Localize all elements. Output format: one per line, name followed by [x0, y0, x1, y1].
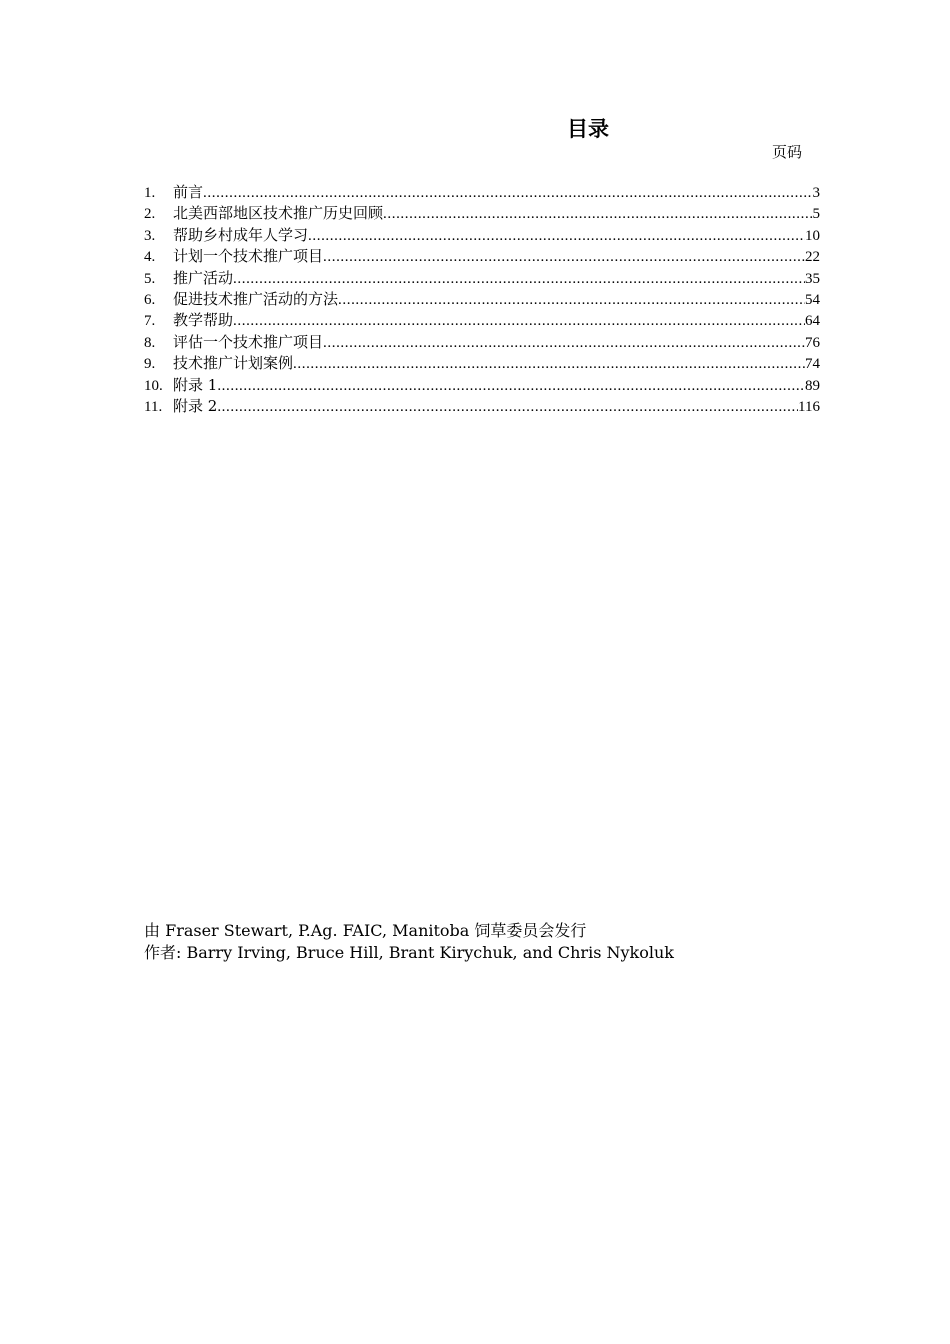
toc-entry-number: 7. [144, 313, 156, 330]
publisher-line: 由 Fraser Stewart, P.Ag. FAIC, Manitoba 饲草委员会发行 [144, 921, 587, 940]
toc-entry-page: 10 [805, 227, 820, 244]
toc-entry-page: 5 [812, 206, 820, 223]
toc-entry[interactable] [144, 375, 820, 396]
toc-entry[interactable] [144, 182, 820, 203]
toc-entry-label: 教学帮助 [173, 311, 234, 330]
toc-entry-number: 2. [144, 206, 156, 223]
toc-entry-label: 帮助乡村成年人学习 [173, 225, 309, 244]
toc-entry-number: 5. [144, 270, 156, 287]
toc-dot-leader [323, 333, 805, 354]
toc-entry-page: 89 [805, 377, 820, 394]
toc-entry-label: 计划一个技术推广项目 [173, 247, 324, 266]
toc-entry-label: 附录 2 [173, 396, 218, 415]
toc-entry-label: 北美西部地区技术推广历史回顾 [173, 204, 384, 223]
toc-entry[interactable] [144, 310, 820, 331]
toc-entry-number: 3. [144, 227, 156, 244]
authors-line: 作者: Barry Irving, Bruce Hill, Brant Kirychuk, and Chris Nykoluk [144, 943, 674, 962]
credits-block [144, 920, 674, 964]
toc-dot-leader [338, 290, 805, 311]
toc-dot-leader [217, 376, 805, 397]
toc-entry-number: 9. [144, 356, 156, 373]
toc-entry[interactable] [144, 332, 820, 353]
title-area [0, 0, 950, 160]
toc-entry-number: 11. [144, 398, 163, 415]
toc-dot-leader [233, 269, 805, 290]
toc-entry[interactable] [144, 225, 820, 246]
toc-entry-label: 评估一个技术推广项目 [173, 332, 324, 351]
toc-entry[interactable] [144, 268, 820, 289]
toc-entry-number: 4. [144, 249, 156, 266]
toc-entry-label: 技术推广计划案例 [173, 354, 294, 373]
toc-entry[interactable] [144, 396, 820, 417]
toc-entry-number: 8. [144, 334, 156, 351]
toc-entry-number: 10. [144, 377, 163, 394]
toc-entry[interactable] [144, 203, 820, 224]
toc-dot-leader [308, 226, 805, 247]
page-title: 目录 [567, 117, 609, 141]
toc-entry-number: 1. [144, 185, 156, 201]
toc-entry-label: 附录 1 [173, 375, 218, 394]
toc-entry-page: 35 [805, 270, 820, 287]
toc-dot-leader [293, 354, 805, 375]
toc-entry[interactable] [144, 353, 820, 374]
toc-entry-page: 22 [805, 249, 820, 266]
table-of-contents [144, 182, 820, 417]
toc-entry[interactable] [144, 246, 820, 267]
toc-entry-label: 推广活动 [173, 268, 234, 287]
toc-entry-page: 74 [805, 356, 820, 373]
toc-entry[interactable] [144, 289, 820, 310]
page-number-header: 页码 [772, 143, 803, 161]
toc-entry-number: 6. [144, 291, 156, 308]
toc-entry-label: 前言 [173, 183, 204, 201]
toc-dot-leader [203, 183, 812, 204]
toc-dot-leader [323, 247, 805, 268]
toc-entry-page: 116 [798, 398, 820, 415]
toc-entry-page: 64 [805, 313, 820, 330]
toc-dot-leader [383, 204, 812, 225]
toc-entry-page: 76 [805, 334, 820, 351]
toc-entry-page: 3 [812, 185, 820, 201]
toc-dot-leader [233, 311, 805, 332]
toc-entry-page: 54 [805, 291, 820, 308]
toc-entry-label: 促进技术推广活动的方法 [173, 289, 339, 308]
toc-dot-leader [217, 397, 798, 418]
